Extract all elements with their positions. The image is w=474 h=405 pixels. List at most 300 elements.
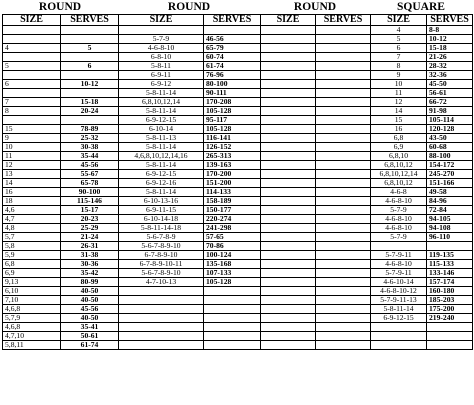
size-cell <box>3 35 61 44</box>
serves-cell: 185-203 <box>427 296 473 305</box>
table-row <box>3 44 473 53</box>
serves-cell: 135-168 <box>204 260 261 269</box>
size-cell <box>261 134 316 143</box>
size-cell: 6-7-8-9-10 <box>119 251 204 260</box>
size-cell <box>3 89 61 98</box>
serves-cell: 105-128 <box>204 278 261 287</box>
size-cell: 4-6-10-14 <box>371 278 427 287</box>
size-cell: 4-6-8 <box>371 188 427 197</box>
size-cell <box>261 107 316 116</box>
serves-cell: 80-99 <box>61 278 119 287</box>
size-cell <box>261 161 316 170</box>
size-cell <box>261 269 316 278</box>
header-row <box>3 15 473 26</box>
serves-cell: 10-12 <box>61 80 119 89</box>
serves-cell <box>316 206 371 215</box>
size-cell: 5,7,9 <box>3 314 61 323</box>
size-cell <box>261 287 316 296</box>
serves-cell: 66-72 <box>427 98 473 107</box>
size-cell <box>3 53 61 62</box>
serves-cell <box>316 242 371 251</box>
size-cell: 6-9-12-16 <box>119 179 204 188</box>
size-cell: 4,7,10 <box>3 332 61 341</box>
size-cell <box>371 323 427 332</box>
table-row <box>3 332 473 341</box>
size-cell: 5-7-9-11 <box>371 269 427 278</box>
table-row <box>3 170 473 179</box>
serves-cell: 8-8 <box>427 26 473 35</box>
serves-cell <box>316 80 371 89</box>
size-cell <box>261 260 316 269</box>
serves-cell <box>316 260 371 269</box>
serves-cell: 15-18 <box>61 98 119 107</box>
serves-cell: 72-84 <box>427 206 473 215</box>
table-row <box>3 26 473 35</box>
serves-cell: 60-74 <box>204 53 261 62</box>
size-header: SIZE <box>119 15 204 26</box>
size-cell: 5 <box>371 35 427 44</box>
section-title-round-1: ROUND <box>38 1 82 13</box>
serves-cell <box>427 332 473 341</box>
size-cell: 6-9-12-15 <box>371 314 427 323</box>
table-row <box>3 179 473 188</box>
size-cell: 6-9-12 <box>119 80 204 89</box>
serves-cell <box>316 215 371 224</box>
size-cell: 5-8-11-14 <box>119 161 204 170</box>
serves-cell: 219-240 <box>427 314 473 323</box>
serves-cell <box>316 116 371 125</box>
size-cell: 6,8 <box>3 260 61 269</box>
size-cell: 5-8-11-14 <box>371 305 427 314</box>
size-cell <box>261 143 316 152</box>
size-header: SIZE <box>371 15 427 26</box>
table-row <box>3 233 473 242</box>
serves-cell <box>316 305 371 314</box>
size-cell: 5-7-9 <box>371 206 427 215</box>
serves-cell: 61-74 <box>61 341 119 350</box>
size-cell: 4,6,8 <box>3 305 61 314</box>
serves-cell: 70-86 <box>204 242 261 251</box>
size-cell <box>261 296 316 305</box>
size-cell: 16 <box>3 188 61 197</box>
serves-cell: 40-50 <box>61 314 119 323</box>
serves-cell: 55-67 <box>61 170 119 179</box>
serves-cell: 220-274 <box>204 215 261 224</box>
size-cell: 5-8-11-13 <box>119 134 204 143</box>
serves-cell <box>316 134 371 143</box>
serves-cell: 84-96 <box>427 197 473 206</box>
size-cell: 6,8,10,12,14 <box>371 170 427 179</box>
serves-header: SERVES <box>204 15 261 26</box>
size-cell: 5,7 <box>3 233 61 242</box>
serves-cell <box>204 287 261 296</box>
size-cell: 9,13 <box>3 278 61 287</box>
serves-cell: 91-98 <box>427 107 473 116</box>
serves-cell <box>316 179 371 188</box>
serves-cell <box>316 89 371 98</box>
serves-cell: 25-29 <box>61 224 119 233</box>
size-cell <box>261 62 316 71</box>
size-cell: 12 <box>3 161 61 170</box>
table-row <box>3 251 473 260</box>
size-cell: 10 <box>371 80 427 89</box>
size-cell <box>119 26 204 35</box>
size-cell: 14 <box>371 107 427 116</box>
serves-cell: 95-117 <box>204 116 261 125</box>
serves-cell: 107-133 <box>204 269 261 278</box>
size-cell: 5-6-7-8-9 <box>119 233 204 242</box>
serves-cell: 25-32 <box>61 134 119 143</box>
serves-cell: 45-50 <box>427 80 473 89</box>
size-cell: 4,6,8,10,12,14,16 <box>119 152 204 161</box>
size-cell: 6,8,10,12 <box>371 161 427 170</box>
serves-cell: 94-108 <box>427 224 473 233</box>
size-cell <box>371 341 427 350</box>
serves-cell <box>204 26 261 35</box>
size-cell: 18 <box>3 197 61 206</box>
serves-cell <box>316 62 371 71</box>
serves-cell: 157-174 <box>427 278 473 287</box>
serves-cell: 126-152 <box>204 143 261 152</box>
size-cell <box>261 53 316 62</box>
table-row <box>3 125 473 134</box>
serves-cell: 49-58 <box>427 188 473 197</box>
size-cell: 6-7-8-9-10-11 <box>119 260 204 269</box>
serves-cell <box>316 44 371 53</box>
size-cell: 5-8-11-14 <box>119 89 204 98</box>
table-row <box>3 296 473 305</box>
size-cell: 12 <box>371 98 427 107</box>
serves-cell: 43-50 <box>427 134 473 143</box>
serves-cell: 46-56 <box>204 35 261 44</box>
table-row <box>3 62 473 71</box>
serves-cell: 88-100 <box>427 152 473 161</box>
size-cell: 5-8-11-14-18 <box>119 224 204 233</box>
size-cell: 6,8,10 <box>371 152 427 161</box>
serves-cell <box>316 251 371 260</box>
serves-cell <box>316 125 371 134</box>
serves-cell: 45-56 <box>61 161 119 170</box>
table-row <box>3 341 473 350</box>
table-row <box>3 80 473 89</box>
size-cell: 6,9 <box>371 143 427 152</box>
table-row <box>3 287 473 296</box>
size-cell <box>261 98 316 107</box>
size-cell <box>261 242 316 251</box>
serves-cell <box>204 323 261 332</box>
size-cell <box>261 224 316 233</box>
serves-cell <box>316 296 371 305</box>
size-cell: 5-6-7-8-9-10 <box>119 242 204 251</box>
serves-cell: 265-313 <box>204 152 261 161</box>
serves-cell: 158-189 <box>204 197 261 206</box>
serves-cell <box>427 341 473 350</box>
serves-cell <box>61 26 119 35</box>
serves-cell: 30-38 <box>61 143 119 152</box>
serves-cell: 90-100 <box>61 188 119 197</box>
size-cell: 5-7-9 <box>119 35 204 44</box>
serves-cell: 170-208 <box>204 98 261 107</box>
size-cell: 5,9 <box>3 251 61 260</box>
size-cell: 6 <box>3 80 61 89</box>
size-cell: 6 <box>371 44 427 53</box>
serves-cell: 151-166 <box>427 179 473 188</box>
size-cell: 11 <box>3 152 61 161</box>
serves-cell: 80-100 <box>204 80 261 89</box>
serves-cell: 60-68 <box>427 143 473 152</box>
size-cell: 4 <box>3 44 61 53</box>
serves-cell <box>316 332 371 341</box>
size-cell: 6-9-12-15 <box>119 116 204 125</box>
serves-cell: 114-133 <box>204 188 261 197</box>
table-row <box>3 269 473 278</box>
size-cell: 5-7-9-11-13 <box>371 296 427 305</box>
size-cell: 5-6-7-8-9-10 <box>119 269 204 278</box>
serves-cell: 40-50 <box>61 296 119 305</box>
size-cell: 4,8 <box>3 224 61 233</box>
size-cell <box>261 197 316 206</box>
size-cell: 6-9-11 <box>119 71 204 80</box>
size-cell <box>261 89 316 98</box>
serves-cell: 40-50 <box>61 287 119 296</box>
serving-table <box>2 14 473 350</box>
size-cell <box>261 323 316 332</box>
size-cell: 5,8 <box>3 242 61 251</box>
serves-cell: 20-23 <box>61 215 119 224</box>
table-row <box>3 278 473 287</box>
serves-cell: 76-96 <box>204 71 261 80</box>
serving-chart <box>2 0 472 350</box>
size-cell: 5-7-9 <box>371 233 427 242</box>
table-row <box>3 107 473 116</box>
serves-cell <box>316 71 371 80</box>
size-cell <box>261 116 316 125</box>
serves-cell: 5 <box>61 44 119 53</box>
size-cell: 13 <box>3 170 61 179</box>
serves-cell: 65-78 <box>61 179 119 188</box>
serves-cell: 56-61 <box>427 89 473 98</box>
serves-cell <box>316 278 371 287</box>
serves-cell: 78-89 <box>61 125 119 134</box>
serves-cell <box>316 161 371 170</box>
serves-cell: 105-128 <box>204 125 261 134</box>
table-row <box>3 206 473 215</box>
serves-cell: 35-41 <box>61 323 119 332</box>
serves-cell <box>316 224 371 233</box>
size-cell: 9 <box>3 134 61 143</box>
serves-cell: 10-12 <box>427 35 473 44</box>
size-cell: 5 <box>3 62 61 71</box>
serves-cell <box>316 170 371 179</box>
size-cell <box>119 287 204 296</box>
table-row <box>3 314 473 323</box>
table-row <box>3 260 473 269</box>
serves-cell <box>316 26 371 35</box>
serves-cell: 57-65 <box>204 233 261 242</box>
size-cell: 4,6 <box>3 206 61 215</box>
size-cell: 4-6-8-10-12 <box>371 287 427 296</box>
table-row <box>3 152 473 161</box>
table-row <box>3 161 473 170</box>
size-cell: 4-6-8-10 <box>371 215 427 224</box>
size-cell <box>261 206 316 215</box>
size-cell: 8 <box>3 107 61 116</box>
size-cell <box>261 26 316 35</box>
serves-cell <box>316 107 371 116</box>
size-cell: 7 <box>371 53 427 62</box>
serves-cell <box>316 233 371 242</box>
size-cell: 6-10-14-18 <box>119 215 204 224</box>
size-cell: 4 <box>371 26 427 35</box>
size-cell <box>3 26 61 35</box>
size-cell: 5-8-11-14 <box>119 107 204 116</box>
size-cell: 5-7-9-11 <box>371 251 427 260</box>
size-cell: 15 <box>3 125 61 134</box>
serves-cell: 119-135 <box>427 251 473 260</box>
serves-cell: 90-111 <box>204 89 261 98</box>
size-cell: 4-6-8-10 <box>119 44 204 53</box>
size-cell: 4-6-8-10 <box>371 260 427 269</box>
serves-cell: 170-200 <box>204 170 261 179</box>
table-row <box>3 116 473 125</box>
size-cell <box>261 152 316 161</box>
table-row <box>3 197 473 206</box>
serves-cell <box>204 332 261 341</box>
size-cell <box>261 314 316 323</box>
serves-cell: 139-163 <box>204 161 261 170</box>
serves-cell <box>427 242 473 251</box>
size-cell: 4-6-8-10 <box>371 197 427 206</box>
size-cell <box>371 242 427 251</box>
table-row <box>3 323 473 332</box>
serves-cell: 31-38 <box>61 251 119 260</box>
size-cell <box>261 179 316 188</box>
serves-cell: 241-298 <box>204 224 261 233</box>
serves-cell <box>316 188 371 197</box>
size-cell: 6-8-10 <box>119 53 204 62</box>
serves-cell <box>316 287 371 296</box>
serves-header: SERVES <box>61 15 119 26</box>
size-cell <box>261 233 316 242</box>
serves-cell: 65-79 <box>204 44 261 53</box>
size-cell <box>261 125 316 134</box>
size-cell: 10 <box>3 143 61 152</box>
serves-cell <box>316 323 371 332</box>
size-cell: 5,8,11 <box>3 341 61 350</box>
size-cell <box>261 170 316 179</box>
size-cell: 6-9-12-15 <box>119 170 204 179</box>
size-cell: 7 <box>3 98 61 107</box>
serves-cell: 151-200 <box>204 179 261 188</box>
serves-cell: 245-270 <box>427 170 473 179</box>
size-cell: 4-6-8-10 <box>371 224 427 233</box>
serves-cell <box>204 314 261 323</box>
table-row <box>3 188 473 197</box>
section-title-square: SQUARE <box>397 1 445 13</box>
serves-cell: 150-177 <box>204 206 261 215</box>
serves-cell <box>316 98 371 107</box>
size-cell <box>119 332 204 341</box>
size-cell <box>371 332 427 341</box>
serves-cell: 105-114 <box>427 116 473 125</box>
serves-cell <box>427 323 473 332</box>
table-row <box>3 215 473 224</box>
serves-cell: 175-200 <box>427 305 473 314</box>
serves-cell: 120-128 <box>427 125 473 134</box>
size-cell: 11 <box>371 89 427 98</box>
serves-header: SERVES <box>427 15 473 26</box>
size-cell: 4-7-10-13 <box>119 278 204 287</box>
serves-cell: 115-133 <box>427 260 473 269</box>
serves-cell: 28-32 <box>427 62 473 71</box>
serves-cell: 6 <box>61 62 119 71</box>
size-cell <box>261 80 316 89</box>
size-cell <box>261 305 316 314</box>
serves-cell <box>61 53 119 62</box>
section-titles <box>2 0 472 14</box>
section-title-round-3: ROUND <box>293 1 337 13</box>
size-cell <box>261 278 316 287</box>
serves-cell: 32-36 <box>427 71 473 80</box>
size-cell: 7,10 <box>3 296 61 305</box>
size-cell <box>261 251 316 260</box>
section-title-round-2: ROUND <box>167 1 211 13</box>
table-row <box>3 305 473 314</box>
size-cell <box>261 341 316 350</box>
serves-cell <box>61 116 119 125</box>
size-cell: 9 <box>371 71 427 80</box>
size-cell <box>261 215 316 224</box>
serves-cell <box>316 341 371 350</box>
size-cell <box>261 332 316 341</box>
serves-cell <box>316 53 371 62</box>
serves-cell: 35-42 <box>61 269 119 278</box>
serves-cell <box>61 89 119 98</box>
table-row <box>3 134 473 143</box>
serves-cell <box>316 35 371 44</box>
size-header: SIZE <box>3 15 61 26</box>
serves-cell: 21-24 <box>61 233 119 242</box>
serves-cell: 116-141 <box>204 134 261 143</box>
table-row <box>3 224 473 233</box>
size-header: SIZE <box>261 15 316 26</box>
size-cell: 6,9 <box>3 269 61 278</box>
size-cell <box>119 305 204 314</box>
serves-cell: 96-110 <box>427 233 473 242</box>
serves-cell <box>316 269 371 278</box>
size-cell: 5-8-11-14 <box>119 143 204 152</box>
size-cell <box>119 323 204 332</box>
serves-cell <box>61 35 119 44</box>
table-row <box>3 35 473 44</box>
serves-cell: 50-61 <box>61 332 119 341</box>
size-cell <box>119 296 204 305</box>
table-row <box>3 98 473 107</box>
size-cell: 16 <box>371 125 427 134</box>
size-cell: 8 <box>371 62 427 71</box>
size-cell: 6,8,10,12 <box>371 179 427 188</box>
size-cell: 15 <box>371 116 427 125</box>
serves-cell: 15-18 <box>427 44 473 53</box>
size-cell: 6-9-11-15 <box>119 206 204 215</box>
serves-header: SERVES <box>316 15 371 26</box>
serves-cell: 133-146 <box>427 269 473 278</box>
size-cell <box>3 116 61 125</box>
size-cell <box>3 71 61 80</box>
table-row <box>3 242 473 251</box>
serves-cell <box>316 143 371 152</box>
serves-cell: 26-31 <box>61 242 119 251</box>
